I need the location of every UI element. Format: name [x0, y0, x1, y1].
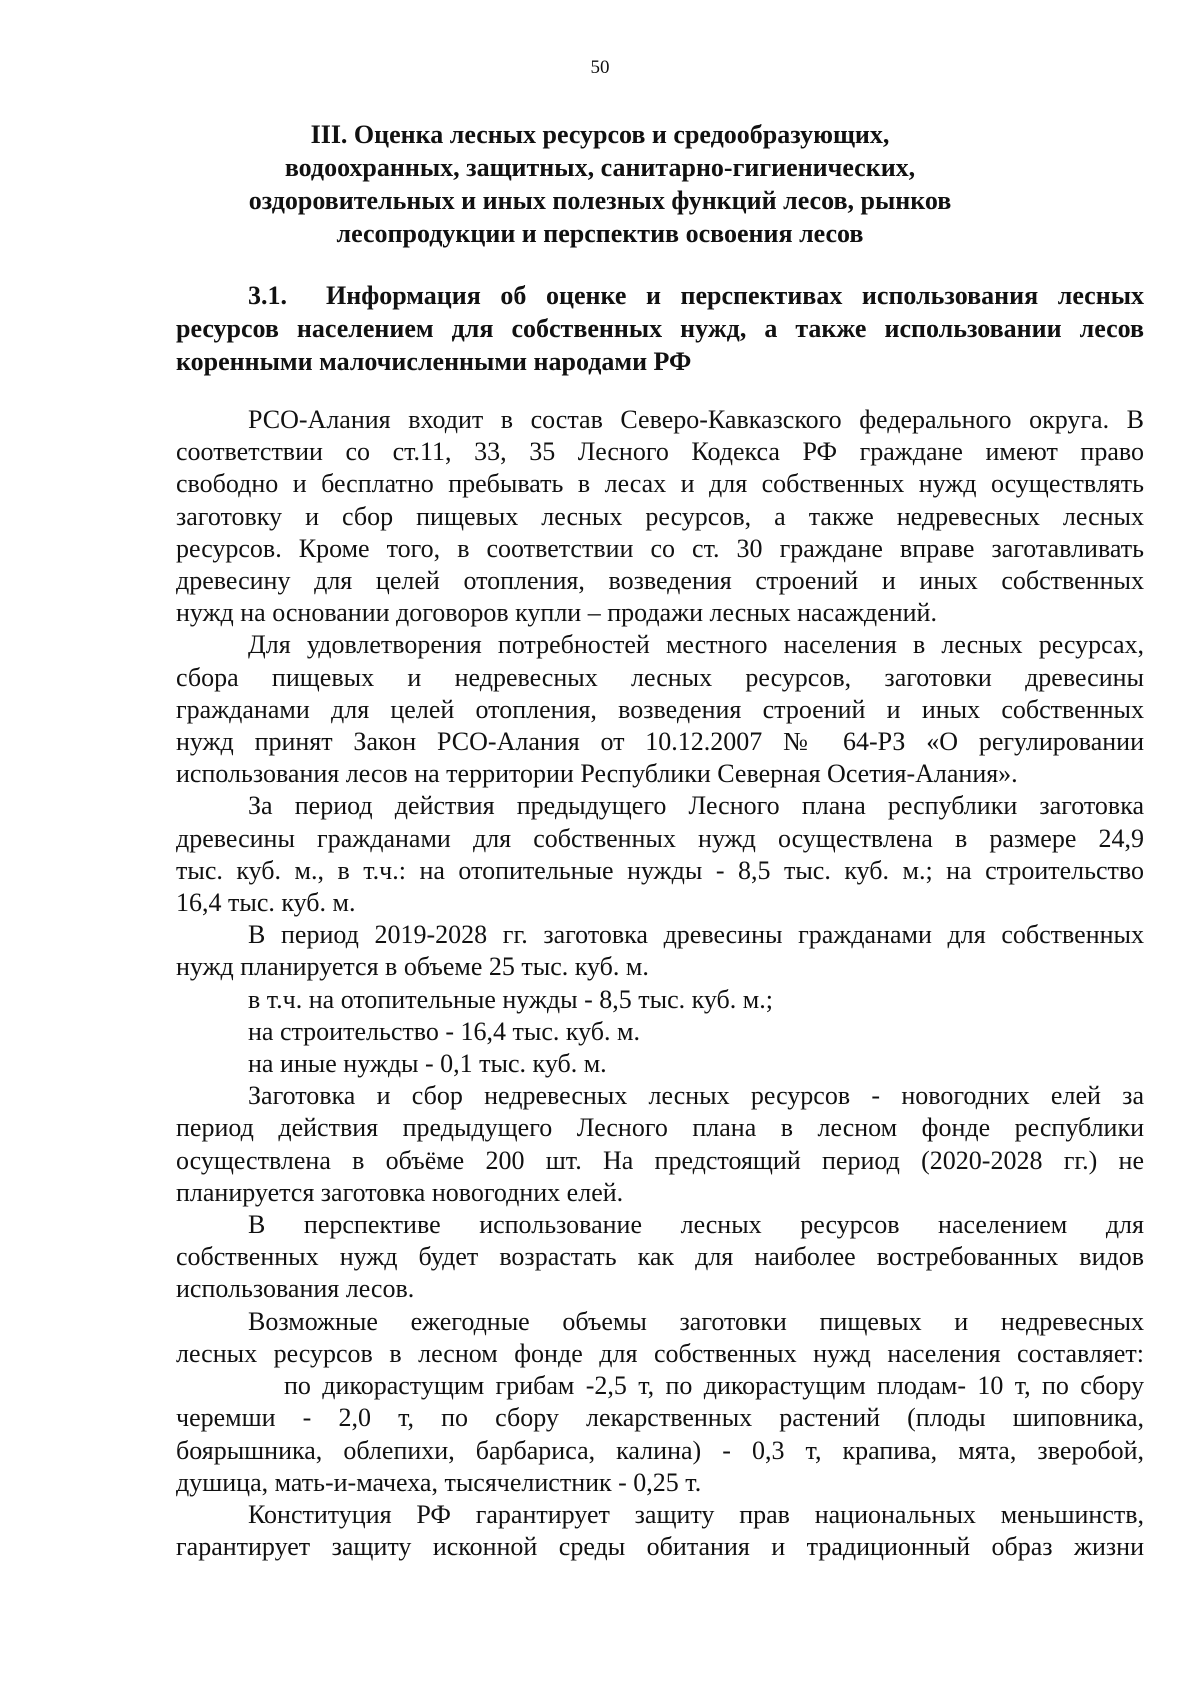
body-line: заготовку и сбор пищевых лесных ресурсов, а также недревесных лесных: [176, 501, 1144, 531]
body-line: В перспективе использование лесных ресурсов населением для: [248, 1210, 1144, 1240]
chapter-title-line: лесопродукции и перспектив освоения лесов: [336, 219, 864, 248]
section-title-line: [176, 279, 1144, 312]
body-line: свободно и бесплатно пребывать в лесах и для собственных нужд осуществлять: [176, 469, 1144, 499]
chapter-title-line: оздоровительных и иных полезных функций лесов, рынков: [248, 186, 952, 215]
body-line: использования лесов.: [176, 1274, 415, 1304]
body-line: осуществлена в объёме 200 шт. На предстоящий период (2020-2028 гг.) не: [176, 1145, 1144, 1175]
chapter-title-line: водоохранных, защитных, санитарно-гигиенических,: [284, 153, 916, 182]
body-line: Для удовлетворения потребностей местного населения в лесных ресурсах,: [248, 630, 1144, 660]
body-text: [176, 404, 1144, 1563]
body-line: на иные нужды - 0,1 тыс. куб. м.: [248, 1049, 607, 1079]
section-title-line: коренными малочисленными народами РФ: [176, 347, 692, 376]
body-line: В период 2019-2028 гг. заготовка древесины гражданами для собственных: [248, 920, 1144, 950]
section-title-text: Информация об оценке и перспективах использования лесных: [326, 281, 1144, 310]
body-line: нужд на основании договоров купли – продажи лесных насаждений.: [176, 598, 937, 628]
body-line: 16,4 тыс. куб. м.: [176, 888, 356, 918]
body-line: в т.ч. на отопительные нужды - 8,5 тыс. куб. м.;: [248, 984, 773, 1014]
body-line: гражданами для целей отопления, возведения строений и иных собственных: [176, 694, 1144, 724]
body-line: Возможные ежегодные объемы заготовки пищевых и недревесных: [248, 1306, 1144, 1336]
body-line: нужд планируется в объеме 25 тыс. куб. м.: [176, 952, 649, 982]
body-line: Конституция РФ гарантирует защиту прав национальных меньшинств,: [248, 1499, 1144, 1529]
body-line: планируется заготовка новогодних елей.: [176, 1177, 624, 1207]
body-line: ресурсов. Кроме того, в соответствии со ст. 30 граждане вправе заготавливать: [176, 533, 1144, 563]
body-line: черемши - 2,0 т, по сбору лекарственных растений (плоды шиповника,: [176, 1403, 1144, 1433]
body-line: душица, мать-и-мачеха, тысячелистник - 0,25 т.: [176, 1467, 702, 1497]
body-line: тыс. куб. м., в т.ч.: на отопительные нужды - 8,5 тыс. куб. м.; на строительство: [176, 855, 1144, 885]
body-line: лесных ресурсов в лесном фонде для собственных нужд населения составляет:: [176, 1338, 1144, 1368]
body-line: Заготовка и сбор недревесных лесных ресурсов - новогодних елей за: [248, 1081, 1144, 1111]
body-line: по дикорастущим грибам -2,5 т, по дикорастущим плодам- 10 т, по сбору: [284, 1371, 1144, 1401]
body-line: соответствии со ст.11, 33, 35 Лесного Кодекса РФ граждане имеют право: [176, 437, 1144, 467]
body-line: собственных нужд будет возрастать как для наиболее востребованных видов: [176, 1242, 1144, 1272]
section-title: [176, 279, 1144, 378]
page-number: 50: [590, 57, 610, 78]
body-line: За период действия предыдущего Лесного плана республики заготовка: [248, 791, 1144, 821]
section-title-line: ресурсов населением для собственных нужд, а также использовании лесов: [176, 314, 1144, 343]
body-line: древесины гражданами для собственных нужд осуществлена в размере 24,9: [176, 823, 1144, 853]
body-line: РСО-Алания входит в состав Северо-Кавказского федерального округа. В: [248, 405, 1144, 434]
body-line: использования лесов на территории Республики Северная Осетия-Алания».: [176, 759, 1018, 789]
body-line: гарантирует защиту исконной среды обитания и традиционный образ жизни: [176, 1532, 1144, 1562]
body-line: нужд принят Закон РСО-Алания от 10.12.2007 № 64-РЗ «О регулировании: [176, 727, 1144, 757]
body-line: боярышника, облепихи, барбариса, калина) - 0,3 т, крапива, мята, зверобой,: [176, 1435, 1144, 1465]
body-line: на строительство - 16,4 тыс. куб. м.: [248, 1016, 640, 1046]
section-number: 3.1.: [248, 281, 287, 310]
chapter-title-line: III. Оценка лесных ресурсов и средообразующих,: [310, 120, 890, 149]
chapter-title: [240, 118, 960, 250]
body-line: сбора пищевых и недревесных лесных ресурсов, заготовки древесины: [176, 662, 1144, 692]
body-line: древесину для целей отопления, возведения строений и иных собственных: [176, 566, 1144, 596]
body-line: период действия предыдущего Лесного плана в лесном фонде республики: [176, 1113, 1144, 1143]
